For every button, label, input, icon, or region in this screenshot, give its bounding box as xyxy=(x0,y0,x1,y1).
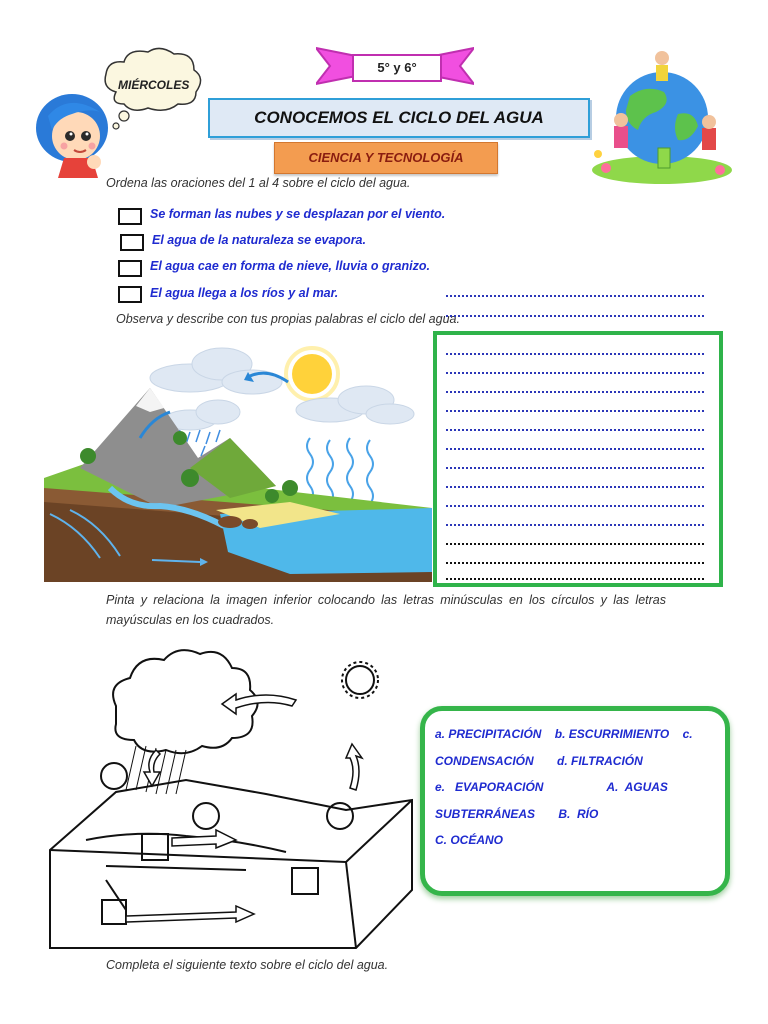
writing-line[interactable] xyxy=(446,524,704,526)
kids-globe-illustration xyxy=(586,44,738,186)
writing-line[interactable] xyxy=(446,486,704,488)
instruction-complete: Completa el siguiente texto sobre el ciclo del agua. xyxy=(106,958,389,972)
description-frame xyxy=(433,331,723,587)
writing-line[interactable] xyxy=(446,505,704,507)
writing-line[interactable] xyxy=(446,295,704,297)
option-line-4: SUBTERRÁNEAS B. RÍO xyxy=(435,807,599,821)
writing-line[interactable] xyxy=(446,543,704,545)
writing-line[interactable] xyxy=(446,410,704,412)
writing-line[interactable] xyxy=(446,578,704,580)
writing-line[interactable] xyxy=(446,429,704,431)
order-item-2: El agua de la naturaleza se evapora. xyxy=(152,233,366,247)
subject-badge xyxy=(274,142,498,174)
writing-line[interactable] xyxy=(446,353,704,355)
instruction-observe: Observa y describe con tus propias palabras el ciclo del agua. xyxy=(116,312,460,326)
order-box-4[interactable] xyxy=(118,286,142,303)
writing-line[interactable] xyxy=(446,315,704,317)
writing-line[interactable] xyxy=(446,448,704,450)
page-title: CONOCEMOS EL CICLO DEL AGUA xyxy=(254,108,544,127)
option-line-3: e. EVAPORACIÓN A. AGUAS xyxy=(435,780,668,794)
order-item-3: El agua cae en forma de nieve, lluvia o granizo. xyxy=(150,259,430,273)
order-box-3[interactable] xyxy=(118,260,142,277)
instruction-paint: Pinta y relaciona la imagen inferior colocando las letras minúsculas en los círculos y las letras mayúsculas en los cuadrados. xyxy=(106,593,666,627)
grade-label: 5° y 6° xyxy=(352,54,442,82)
subject-label: CIENCIA Y TECNOLOGÍA xyxy=(308,150,464,165)
writing-line[interactable] xyxy=(446,391,704,393)
option-line-2: CONDENSACIÓN d. FILTRACIÓN xyxy=(435,754,643,768)
option-line-1: a. PRECIPITACIÓN b. ESCURRIMIENTO c. xyxy=(435,727,693,741)
options-box xyxy=(420,706,730,896)
instruction-order: Ordena las oraciones del 1 al 4 sobre el ciclo del agua. xyxy=(106,176,411,190)
option-line-5: C. OCÉANO xyxy=(435,833,504,847)
writing-line[interactable] xyxy=(446,562,704,564)
day-label: MIÉRCOLES xyxy=(118,78,190,92)
writing-line[interactable] xyxy=(446,372,704,374)
order-box-1[interactable] xyxy=(118,208,142,225)
order-box-2[interactable] xyxy=(120,234,144,251)
water-cycle-line-diagram xyxy=(46,640,416,952)
writing-line[interactable] xyxy=(446,467,704,469)
order-item-1: Se forman las nubes y se desplazan por el viento. xyxy=(150,207,446,221)
order-item-4: El agua llega a los ríos y al mar. xyxy=(150,286,339,300)
title-box xyxy=(208,98,590,138)
water-cycle-illustration xyxy=(40,338,432,582)
